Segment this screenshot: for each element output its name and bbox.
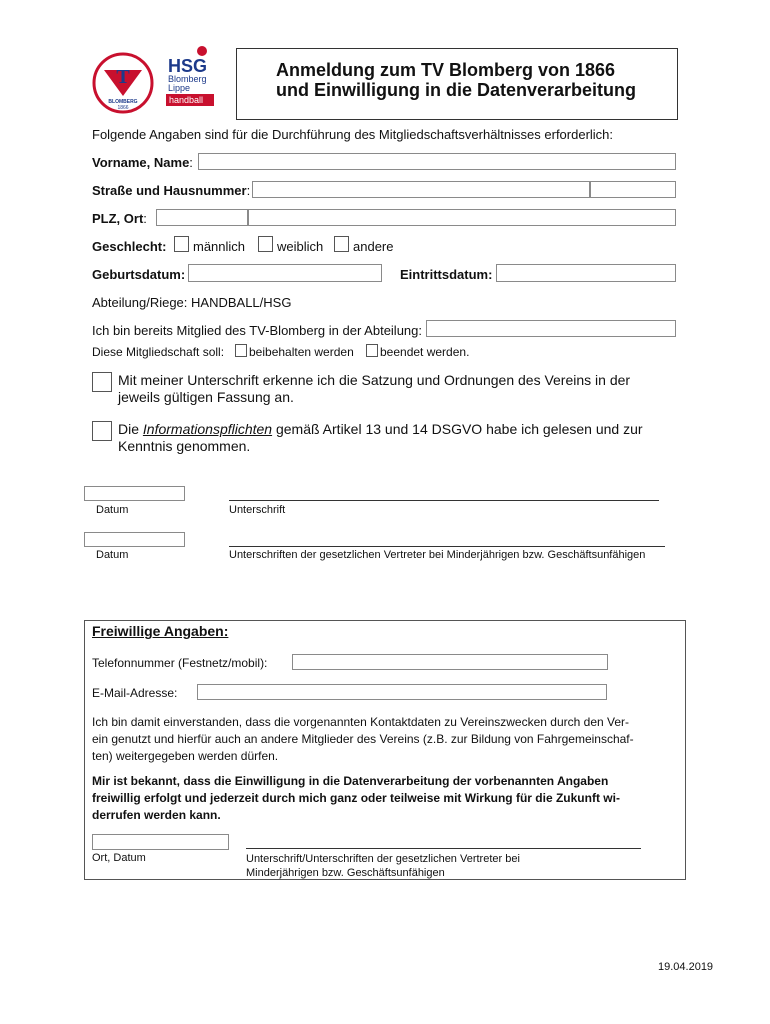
date-input-1[interactable] <box>84 486 185 501</box>
gender-female-label: weiblich <box>277 239 324 254</box>
page-title <box>276 60 636 100</box>
info-consent-text <box>118 421 643 455</box>
tv-logo-year: 1866 <box>117 105 129 111</box>
email-label: E-Mail-Adresse: <box>92 686 178 700</box>
title-line-1: Anmeldung zum TV Blomberg von 1866 <box>276 60 616 80</box>
membership-end-label: beendet werden. <box>380 345 470 359</box>
membership-keep-label: beibehalten werden <box>249 345 354 359</box>
membership-label: Diese Mitgliedschaft soll: <box>92 345 225 359</box>
date-label-2: Datum <box>96 549 129 561</box>
house-number-input[interactable] <box>590 181 676 198</box>
phone-label: Telefonnummer (Festnetz/mobil): <box>92 656 268 670</box>
signature-label-1: Unterschrift <box>229 504 286 516</box>
revocation-line-2: freiwillig erfolgt und jederzeit durch mich ganz oder teilweise mit Wirkung für die Zukunft wi- <box>92 791 620 805</box>
signature-line-2[interactable] <box>229 546 665 547</box>
place-date-label: Ort, Datum <box>92 852 146 864</box>
info-consent-checkbox[interactable] <box>92 421 112 441</box>
tv-logo-letter: T <box>116 66 130 88</box>
city-input[interactable] <box>248 209 676 226</box>
voluntary-signature-line-1: Unterschrift/Unterschriften der gesetzlichen Vertreter bei <box>246 853 520 865</box>
already-member-label: Ich bin bereits Mitglied des TV-Blomberg in der Abteilung: <box>92 323 422 338</box>
entry-date-label: Eintrittsdatum: <box>400 267 493 282</box>
email-input[interactable] <box>197 684 607 700</box>
birth-date-label: Geburtsdatum: <box>92 267 186 282</box>
date-label-1: Datum <box>96 504 129 516</box>
street-label-text: Straße und Hausnummer <box>92 183 247 198</box>
revocation-line-3: derrufen werden kann. <box>92 808 221 822</box>
street-input[interactable] <box>252 181 590 198</box>
plz-label <box>92 211 147 226</box>
voluntary-signature-line[interactable] <box>246 848 641 849</box>
name-input[interactable] <box>198 153 676 170</box>
plz-label-text: PLZ, Ort <box>92 211 144 226</box>
info-consent-line-2: Kenntnis genommen. <box>118 438 251 454</box>
gender-female-checkbox[interactable] <box>258 236 273 252</box>
gender-other-label: andere <box>353 239 394 254</box>
contact-consent-text <box>92 714 634 765</box>
membership-keep-checkbox[interactable] <box>235 344 247 357</box>
entry-date-input[interactable] <box>496 264 676 282</box>
gender-label: Geschlecht: <box>92 239 167 254</box>
hsg-logo-letters: HSG <box>168 56 208 76</box>
plz-label-colon: : <box>143 211 147 226</box>
intro-text: Folgende Angaben sind für die Durchführung des Mitgliedschaftsverhältnisses erforderlich: <box>92 127 614 142</box>
statute-consent-checkbox[interactable] <box>92 372 112 392</box>
department-text: Abteilung/Riege: HANDBALL/HSG <box>92 295 292 310</box>
info-consent-prefix: Die <box>118 421 143 437</box>
signature-line-1[interactable] <box>229 500 659 501</box>
hsg-logo-line1: Blomberg <box>168 74 207 84</box>
statute-consent-text <box>118 372 630 406</box>
statute-consent-line-2: jeweils gültigen Fassung an. <box>118 389 294 405</box>
place-date-input[interactable] <box>92 834 229 850</box>
hsg-logo-line3: handball <box>169 95 204 105</box>
gender-other-checkbox[interactable] <box>334 236 349 252</box>
birth-date-input[interactable] <box>188 264 382 282</box>
footer-date: 19.04.2019 <box>658 961 714 973</box>
name-label-colon: : <box>189 155 193 170</box>
gender-male-checkbox[interactable] <box>174 236 189 252</box>
already-member-input[interactable] <box>426 320 676 337</box>
contact-consent-line-2: ein genutzt und hierfür auch an andere Mitglieder des Vereins (z.B. zur Bildung von Fahrgemeinschaf- <box>92 732 634 746</box>
street-label-colon: : <box>246 183 251 198</box>
tv-logo-name: BLOMBERG <box>108 99 138 105</box>
voluntary-signature-line-2: Minderjährigen bzw. Geschäftsunfähigen <box>246 867 445 879</box>
contact-consent-line-1: Ich bin damit einverstanden, dass die vorgenannten Kontaktdaten zu Vereinszwecken durch den Ver- <box>92 715 630 729</box>
name-label-text: Vorname, Name <box>92 155 190 170</box>
statute-consent-line-1: Mit meiner Unterschrift erkenne ich die Satzung und Ordnungen des Vereins in der <box>118 372 631 388</box>
contact-consent-line-3: ten) weitergegeben werden dürfen. <box>92 749 279 763</box>
info-obligations-link[interactable]: Informationspflichten <box>142 421 273 437</box>
info-consent-rest: gemäß Artikel 13 und 14 DSGVO habe ich gelesen und zur <box>272 421 643 437</box>
plz-input[interactable] <box>156 209 248 226</box>
revocation-line-1: Mir ist bekannt, dass die Einwilligung in die Datenverarbeitung der vorbenannten Angaben <box>92 774 609 788</box>
phone-input[interactable] <box>292 654 608 670</box>
hsg-blomberg-logo <box>166 44 214 106</box>
gender-male-label: männlich <box>193 239 246 254</box>
hsg-logo-line2: Lippe <box>168 83 191 93</box>
signature-label-2: Unterschriften der gesetzlichen Vertreter bei Minderjährigen bzw. Geschäftsunfähigen <box>229 549 646 561</box>
name-label <box>92 155 193 170</box>
tv-blomberg-logo <box>92 52 154 114</box>
voluntary-signature-label <box>246 852 520 880</box>
date-input-2[interactable] <box>84 532 185 547</box>
street-label <box>92 183 250 198</box>
revocation-notice <box>92 773 620 824</box>
membership-end-checkbox[interactable] <box>366 344 378 357</box>
voluntary-heading: Freiwillige Angaben: <box>92 623 229 639</box>
title-line-2: und Einwilligung in die Datenverarbeitung <box>276 80 637 100</box>
